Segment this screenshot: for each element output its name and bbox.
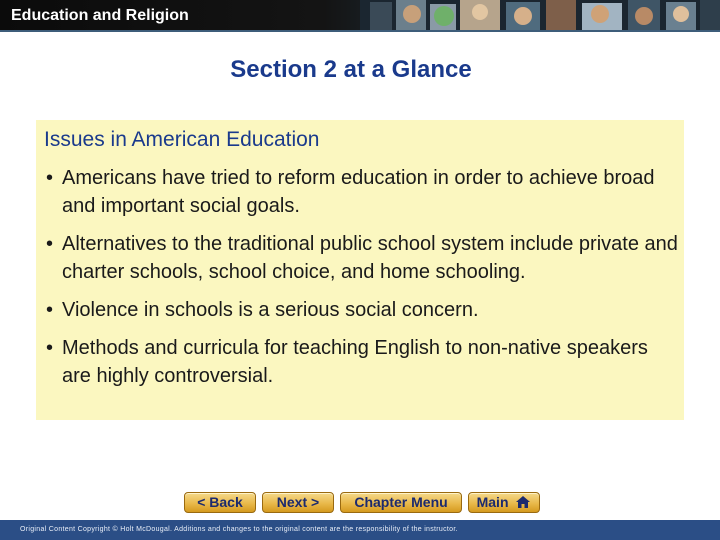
section-heading: Issues in American Education bbox=[44, 128, 320, 151]
list-item-text: Americans have tried to reform education in order to achieve broad and important social goals. bbox=[62, 167, 655, 217]
header-banner bbox=[0, 0, 720, 32]
home-icon bbox=[515, 495, 531, 509]
chapter-title: Education and Religion bbox=[11, 7, 189, 24]
back-button[interactable] bbox=[184, 492, 256, 513]
next-button[interactable] bbox=[262, 492, 334, 513]
chapter-menu-label: Chapter Menu bbox=[354, 494, 448, 510]
next-button-label: Next > bbox=[276, 494, 320, 510]
back-button-label: < Back bbox=[197, 494, 243, 510]
bullet-marker: • bbox=[46, 233, 54, 255]
navigation-bar bbox=[0, 492, 720, 513]
bullet-marker: • bbox=[46, 167, 54, 189]
bullet-list bbox=[44, 164, 680, 400]
list-item-text: Alternatives to the traditional public school system include private and charter schools, school choice, and home schooling. bbox=[62, 233, 678, 283]
list-item bbox=[44, 164, 680, 220]
list-item-text: Methods and curricula for teaching English to non-native speakers are highly controversial. bbox=[62, 337, 648, 387]
chapter-menu-button[interactable] bbox=[340, 492, 462, 513]
bullet-marker: • bbox=[46, 337, 54, 359]
list-item bbox=[44, 230, 680, 286]
content-panel bbox=[36, 120, 684, 420]
copyright-text: Original Content Copyright © Holt McDougal. Additions and changes to the original content are the responsibility of the instructor. bbox=[20, 526, 458, 533]
footer-bar bbox=[0, 520, 720, 540]
main-button-label: Main bbox=[476, 494, 509, 510]
bullet-marker: • bbox=[46, 299, 54, 321]
photo-collage-icon bbox=[360, 0, 720, 32]
list-item bbox=[44, 334, 680, 390]
list-item bbox=[44, 296, 680, 324]
list-item-text: Violence in schools is a serious social concern. bbox=[62, 299, 479, 321]
main-button[interactable] bbox=[468, 492, 540, 513]
page-title: Section 2 at a Glance bbox=[230, 56, 472, 83]
